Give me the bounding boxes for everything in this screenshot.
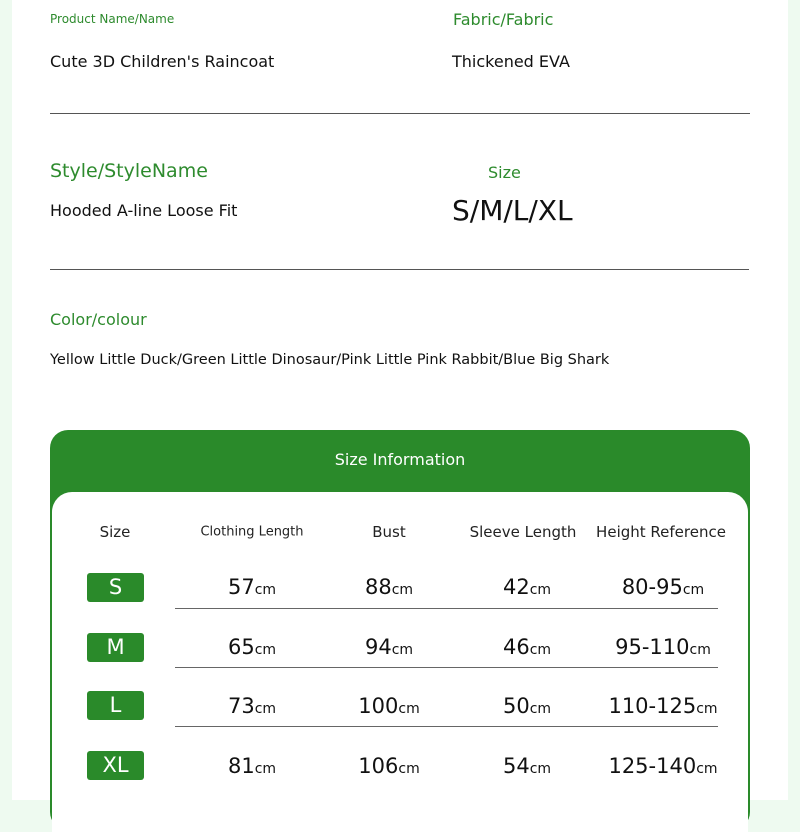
cell-height-m: 95-110cm <box>615 635 711 659</box>
size-badge-m: M <box>87 633 144 662</box>
size-badge-s: S <box>87 573 144 602</box>
header-size: Size <box>99 523 131 541</box>
cell-sleeve-l: 50cm <box>502 694 552 718</box>
cell-sleeve-m: 46cm <box>502 635 552 659</box>
cell-height-s: 80-95cm <box>621 575 705 599</box>
divider <box>50 269 749 270</box>
style-label: Style/StyleName <box>50 160 208 182</box>
cell-height-xl: 125-140cm <box>608 754 718 778</box>
color-value: Yellow Little Duck/Green Little Dinosaur/Pink Little Pink Rabbit/Blue Big Shark <box>50 352 610 368</box>
row-divider <box>175 667 718 668</box>
row-divider <box>175 726 718 727</box>
color-label: Color/colour <box>50 310 147 329</box>
cell-bust-l: 100cm <box>358 694 420 718</box>
product-name-label: Product Name/Name <box>50 12 175 26</box>
cell-length-l: 73cm <box>227 694 277 718</box>
cell-length-s: 57cm <box>227 575 277 599</box>
cell-height-l: 110-125cm <box>608 694 718 718</box>
cell-bust-xl: 106cm <box>358 754 420 778</box>
header-height-reference: Height Reference <box>596 523 726 541</box>
cell-length-xl: 81cm <box>227 754 277 778</box>
size-info-title: Size Information <box>334 450 466 469</box>
size-badge-l: L <box>87 691 144 720</box>
size-badge-xl: XL <box>87 751 144 780</box>
size-label: Size <box>488 163 521 182</box>
cell-sleeve-s: 42cm <box>502 575 552 599</box>
fabric-label: Fabric/Fabric <box>453 10 554 29</box>
divider <box>50 113 750 114</box>
size-value: S/M/L/XL <box>452 194 573 227</box>
header-clothing-length: Clothing Length <box>200 524 304 540</box>
cell-bust-s: 88cm <box>364 575 414 599</box>
cell-length-m: 65cm <box>227 635 277 659</box>
header-sleeve-length: Sleeve Length <box>469 523 577 541</box>
size-table-body <box>52 492 748 832</box>
cell-bust-m: 94cm <box>364 635 414 659</box>
header-bust: Bust <box>372 523 406 541</box>
cell-sleeve-xl: 54cm <box>502 754 552 778</box>
style-value: Hooded A-line Loose Fit <box>50 201 238 220</box>
product-name-value: Cute 3D Children's Raincoat <box>50 52 275 71</box>
row-divider <box>175 608 718 609</box>
fabric-value: Thickened EVA <box>452 52 570 71</box>
